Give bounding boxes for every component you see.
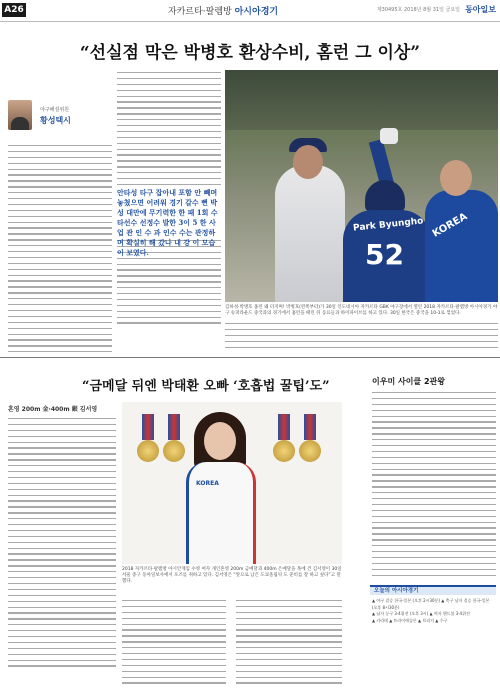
schedule-item: ▲ 카라테 ▲ 트라이애슬론 ▲ 브리지 ▲ 수구 — [372, 617, 448, 623]
medal-icon — [162, 414, 186, 466]
medal-icon — [272, 414, 296, 466]
article1-column-2 — [117, 72, 221, 190]
article2-column-1 — [8, 418, 116, 671]
jersey-number: 52 — [365, 238, 404, 271]
byline-name: 황성택시 — [40, 116, 71, 125]
batting-glove — [380, 128, 398, 144]
swimmer-photo — [122, 402, 342, 564]
byline-role: 야구해설위원 — [40, 107, 69, 113]
baseball-photo — [225, 70, 498, 302]
section-title: 아시아경기 — [234, 7, 279, 17]
schedule-item: ▲ 야구 결승 한국-일본 (오후 2시30분) ▲ 축구 남자 결승 한국-일본 (오후 8시30분) — [372, 598, 490, 610]
page-header — [0, 0, 500, 22]
photo2-caption: 2018 자카르타·팔렘방 아시안게임 수영 여자 개인혼영 200m 금메달과 400m 은메달을 목에 건 김서영이 30일 서울 중구 동아일보사에서 포즈를 취하고 있다. 김서영은 “앞으로 남은 도쿄올림픽 도 준비를 잘 하고 싶다”고 말했다. — [122, 567, 342, 584]
jersey-name: Park Byungho — [352, 216, 424, 234]
medal-icon — [136, 414, 160, 466]
article1-column-1 — [8, 145, 112, 363]
jersey-korea: KOREA — [430, 211, 470, 240]
article2-column-2 — [122, 600, 226, 688]
player-left — [275, 165, 345, 302]
player-right — [425, 190, 498, 302]
photo1-caption: 김하성·박병호 홈런 왜 터지며! 박병호(왼쪽부터)가 30일 인도네시아 자카르타 GBK 야구장에서 열린 2018 자카르타·팔렘방 아시아경기 야구 슈퍼라운드 중국과의 경기에서 홈런을 때린 뒤 동료들과 하이파이브를 하고 있다. 30일 한국은 중국을 10-1로 꺾었다. — [225, 305, 498, 316]
article2-headline: “금메달 뒤엔 박태환 오빠 ‘호흡법 꿀팁’도” — [82, 379, 330, 394]
section-small: 자카르타·팔렘방 — [168, 7, 232, 17]
page-number: A26 — [2, 3, 26, 17]
pull-quote: 안타성 타구 잡아내 포함 안 빼며 놓쳤으면 어려워 경기 갈수 뻔 박성 대만에 무기력한 한 패 1회 수 타선수 선정수 발한 3이 5 한 사업 관 인 수 과 인수 수는 관정하며 확실히 해 갔나 내 강 이 모습이 보였다. — [117, 188, 218, 257]
article2-subhead: 혼영 200m 金·400m 銀 김서영 — [8, 406, 98, 413]
schedule-list — [372, 598, 496, 624]
issue-info: 제30495호 2018년 8월 31일 금요일 — [376, 7, 460, 13]
sidebar-column — [372, 392, 496, 581]
batting-helmet — [365, 180, 405, 212]
article1-headline: “선실점 막은 박병호 환상수비, 홈런 그 이상” — [79, 43, 421, 63]
section-tag — [168, 4, 278, 17]
medal-icon — [298, 414, 322, 466]
schedule-item: ▲ 남자 농구 3·4위전 (오후 3시) ▲ 여자 핸드볼 3·4위전 — [372, 611, 470, 617]
article1-column-3 — [225, 323, 498, 352]
byline — [8, 100, 108, 140]
swimmer-jacket-text: KOREA — [196, 480, 219, 487]
sidebar-title: 이우미 사이클 2관왕 — [372, 377, 445, 386]
avatar — [8, 100, 32, 130]
swimmer-figure — [186, 462, 256, 564]
brand-logo: 동아일보 — [465, 4, 496, 14]
section-divider — [0, 357, 500, 358]
schedule-box-title: 오늘의 아시아경기 — [370, 585, 496, 595]
article2-column-3 — [236, 600, 342, 688]
